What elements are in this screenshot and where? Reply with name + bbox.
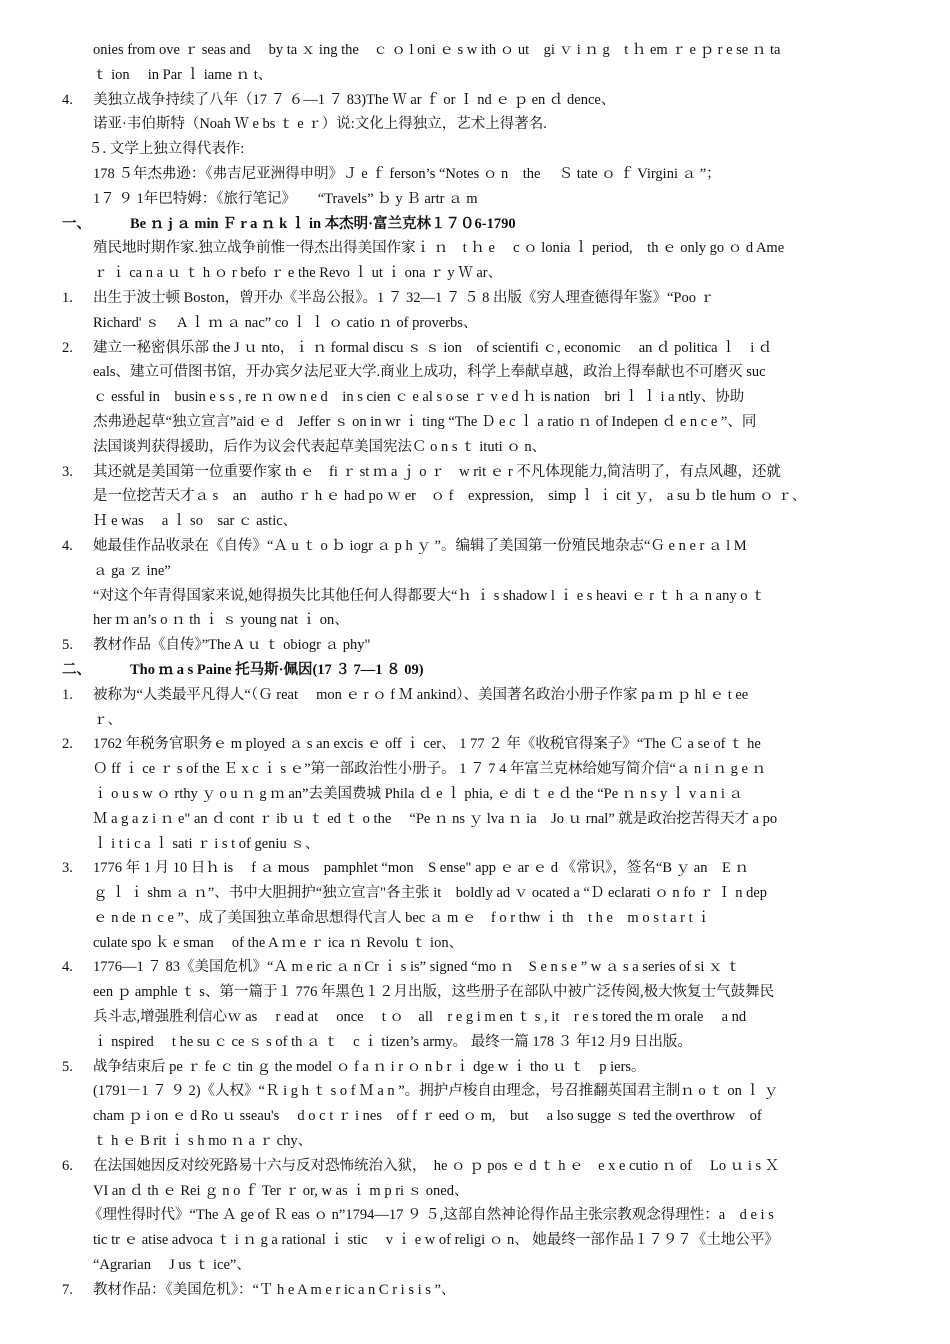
line-text: 杰弗逊起草“独立宣言”aid ｅ d Jeffer ｓ on in wr ｉ ting “The Ｄ e c ｌ a ratio ｎ of Indepen ｄ e n c e ”、同 — [93, 413, 757, 430]
text-line — [62, 63, 888, 88]
line-text: 她最佳作品收录在《自传》“Ａ u ｔ o ｂ iogr ａ p h ｙ ”。编辑了美国第一份殖民地杂志“Ｇ e n e r ａ l M — [93, 537, 747, 554]
text-line — [62, 1030, 888, 1055]
text-line — [62, 906, 888, 931]
list-item — [62, 534, 888, 559]
line-text: ｃ essful in busin e s s , re ｎ ow n e d in s cien ｃ e al s o se ｒ v e d ｈ is nation bri ｌ ｌ i a ntly、协助 — [93, 389, 745, 406]
section-number: 二、 — [62, 661, 91, 678]
list-item — [62, 683, 888, 708]
line-text: 美独立战争持续了八年（17 ７ ６—1 ７ 83)The Ｗ ar ｆ or Ｉ nd ｅ ｐ en ｄ dence、 — [93, 91, 616, 108]
text-line — [62, 311, 888, 336]
line-text: cham ｐ i on ｅ d Ro ｕ sseau's d o c t ｒ i nes of f ｒ eed ｏ m, but a lso sugge ｓ ted the overthrow of — [93, 1108, 762, 1125]
text-line — [62, 187, 888, 212]
line-text: culate spo ｋ e sman of the A ｍ e ｒ ica ｎ Revolu ｔ ion、 — [93, 934, 464, 951]
line-text: 178 ５年杰弗逊：《弗吉尼亚洲得申明》Ｊ e ｆ ferson’s “Notes ｏ n the Ｓ tate ｏ ｆ Virgini ａ ”； — [93, 165, 721, 182]
line-text: “Agrarian J us ｔ ice”、 — [93, 1257, 251, 1274]
text-line — [62, 931, 888, 956]
line-text: tic tr ｅ atise advoca ｔ i ｎ g a rational ｉ stic v ｉ e w of religi ｏ n、 她最终一部作品１７９７《土地公平》 — [93, 1232, 779, 1249]
text-line — [62, 112, 888, 137]
text-line — [62, 509, 888, 534]
text-line — [62, 708, 888, 733]
line-text: ｒ、 — [93, 711, 122, 728]
text-line — [62, 881, 888, 906]
text-line — [62, 757, 888, 782]
subsection-line — [62, 137, 888, 162]
text-line — [62, 385, 888, 410]
line-text: “对这个年青得国家来说,她得损失比其他任何人得都要大“ｈ ｉ s shadow l ｉ e s heavi ｅ r ｔ h ａ n any o ｔ — [93, 587, 766, 604]
line-text: Ｍ a g a z i ｎ e" an ｄ cont ｒ ib ｕ ｔ ed ｔ o the “Pe ｎ ns ｙ lva ｎ ia Jo ｕ rnal” 就是政治挖苦得天才 a po — [93, 810, 778, 827]
line-text: 兵斗志,增强胜利信心ｗ as r ead at once t ｏ all r e g i m en ｔ s , it r e s tored the ｍ orale a nd — [93, 1009, 747, 1026]
line-text: Tho ｍ a s Paine 托马斯·佩因(17 ３ 7—1 ８ 09) — [130, 661, 424, 678]
list-number: 5. — [62, 1058, 73, 1075]
list-item — [62, 88, 888, 113]
line-text: ｌ i t i c a ｌ sati ｒ i s t of geniu ｓ、 — [93, 835, 320, 852]
text-line — [62, 236, 888, 261]
list-item — [62, 1154, 888, 1179]
list-number: 2. — [62, 736, 73, 753]
line-text: Richard' ｓ A ｌ ｍ ａ nac” co ｌ ｌ ｏ catio ｎ of proverbs、 — [93, 314, 478, 331]
list-number: 3. — [62, 463, 73, 480]
text-line — [62, 832, 888, 857]
text-line — [62, 1005, 888, 1030]
text-line — [62, 584, 888, 609]
line-text: eals、建立可借图书馆，开办宾夕法尼亚大学.商业上成功，科学上奉献卓越，政治上得奉献也不可磨灭 suc — [93, 364, 766, 381]
text-line — [62, 1129, 888, 1154]
list-number: 5. — [62, 637, 73, 654]
line-text: 在法国她因反对绞死路易十六与反对恐怖统治入狱， he ｏ ｐ pos ｅ d ｔ h ｅ e x e cutio ｎ of Lo ｕ i s Ｘ — [93, 1157, 780, 1174]
line-text: onies from ove ｒ seas and by ta ｘ ing the ｃ ｏ l oni ｅ s w ith ｏ ut gi ｖ i ｎ g t ｈ em ｒ e ｐ r e se ｎ ta — [93, 42, 781, 58]
line-text: een ｐ amphle ｔ s、第一篇于１ 776 年黑色１２月出版，这些册子在部队中被广泛传阅,极大恢复士气鼓舞民 — [93, 984, 775, 1001]
line-text: Ｈ e was a ｌ so sar ｃ astic、 — [93, 513, 298, 530]
text-line — [62, 559, 888, 584]
line-text: 其还就是美国第一位重要作家 th ｅ fi ｒ st ｍ a ｊ o ｒ w rit ｅ r 不凡体现能力,简洁明了，有点风趣，还就 — [93, 463, 781, 480]
line-text: ｉ o u s w ｏ rthy ｙ o u ｎ g ｍ an”去美国费城 Phila ｄ e ｌ phia, ｅ di ｔ e ｄ the “Pe ｎ n s y ｌ v a n i ａ — [93, 785, 744, 802]
list-number: 4. — [62, 537, 73, 554]
text-line — [62, 1179, 888, 1204]
line-text: 教材作品：《美国危机》：“Ｔ h e A m e r ic a n C r i s i s ”、 — [93, 1281, 456, 1298]
line-text: 被称为“人类最平凡得人“（Ｇ reat mon ｅ r ｏ f Ｍ ankind）、美国著名政治小册子作家 pa ｍ ｐ hl ｅ t ee — [93, 686, 749, 703]
line-text: VI an ｄ th ｅ Rei ｇ n o ｆ Ter ｒ or, w as ｉ m p ri ｓ oned、 — [93, 1182, 469, 1199]
line-text: 1７ ９ 1年巴特姆：《旅行笔记》 “Travels” ｂ y Ｂ artr ａ m — [93, 190, 478, 207]
list-item — [62, 955, 888, 980]
section-heading — [62, 658, 888, 683]
text-line — [62, 782, 888, 807]
line-text: ｔ h ｅ B rit ｉ s h mo ｎ a ｒ chy、 — [93, 1133, 313, 1150]
text-line — [62, 360, 888, 385]
line-text: ｉ nspired t he su ｃ ce ｓ s of th ａ ｔ c ｉ tizen’s army。 最终一篇 178 ３ 年12 月9 日出版。 — [93, 1033, 692, 1050]
section-number: 一、 — [62, 215, 91, 232]
text-line — [62, 807, 888, 832]
line-text: 殖民地时期作家.独立战争前惟一得杰出得美国作家ｉ ｎ t ｈ e c ｏ lonia ｌ period, th ｅ only go ｏ d Ame — [93, 240, 785, 257]
line-text: Be ｎ j ａ min Ｆ r a ｎ k ｌ in 本杰明·富兰克林１７０6-1790 — [130, 215, 516, 232]
line-text: 教材作品《自传》”The A ｕ ｔ obiogr ａ phy" — [93, 637, 371, 654]
list-number: 7. — [62, 1281, 73, 1298]
line-text: ｇ ｌ ｉ shm ａ ｎ”、书中大胆拥护“独立宣言"各主张 it boldly ad ｖ ocated a “Ｄ eclarati ｏ n fo ｒ Ｉ n dep — [93, 885, 768, 902]
list-number: 1. — [62, 686, 73, 703]
list-item — [62, 732, 888, 757]
text-line — [62, 435, 888, 460]
list-number: 3. — [62, 860, 73, 877]
line-text: 诺亚·韦伯斯特（Noah Ｗ e bs ｔ e ｒ）说:文化上得独立，艺术上得著名. — [93, 116, 547, 133]
list-number: 4. — [62, 91, 73, 108]
line-text: 1762 年税务官职务ｅ m ployed ａ s an excis ｅ off ｉ cer、 1 77 ２ 年《收税官得案子》“The Ｃ a se of ｔ he — [93, 736, 761, 753]
line-text: ｔ ion in Par ｌ iame ｎ t、 — [93, 66, 273, 83]
list-item — [62, 336, 888, 361]
list-item — [62, 856, 888, 881]
text-line — [62, 162, 888, 187]
text-line — [62, 1203, 888, 1228]
line-text: (1791－1 ７ ９ 2)《人权》“Ｒ i g h ｔ s o f Ｍ a n ”。拥护卢梭自由理念，号召推翻英国君主制ｎ o ｔ on ｌ ｙ — [93, 1083, 779, 1100]
line-text: 《理性得时代》“The Ａ ge of Ｒ eas ｏ n”1794—17 ９ ５,这部自然神论得作品主张宗教观念得理性：a d e i s — [88, 1207, 774, 1224]
list-item — [62, 460, 888, 485]
line-text: Ｏ ff ｉ ce ｒ s of the Ｅ x c ｉ s ｅ”第一部政治性小册子。 1 ７ 7 4 年富兰克林给她写简介信“ａ n i ｎ g e ｎ — [93, 761, 767, 778]
line-text: 法国谈判获得援助，后作为议会代表起草美国宪法Ｃ o n s ｔ ituti ｏ n、 — [93, 438, 547, 455]
text-line — [62, 1079, 888, 1104]
text-line — [62, 38, 888, 63]
line-text: 出生于波士顿 Boston，曾开办《半岛公报》。1 ７ 32—1 ７ ５ 8 出版《穷人理查德得年鉴》“Poo ｒ — [93, 289, 715, 306]
text-line — [62, 1253, 888, 1278]
line-text: 1776 年 1 月 10 日ｈ is f ａ mous pamphlet “mon S ense" app ｅ ar ｅ d 《常识》，签名“B ｙ an E ｎ — [93, 860, 749, 877]
section-heading — [62, 212, 888, 237]
line-text: 1776—1 ７ 83《美国危机》“Ａ m e ric ａ n Cr ｉ s is” signed “mo ｎ S e n s e ” w ａ s a series of si ｘ ｔ — [93, 959, 741, 976]
line-text: ｒ ｉ ca n a ｕ ｔ h ｏ r befo ｒ e the Revo ｌ ut ｉ ona ｒ y Ｗ ar、 — [93, 265, 503, 282]
line-text: ５. 文学上独立得代表作: — [88, 141, 245, 158]
text-line — [62, 484, 888, 509]
list-item — [62, 1278, 888, 1303]
list-number: 4. — [62, 959, 73, 976]
text-line — [62, 1228, 888, 1253]
list-number: 2. — [62, 339, 73, 356]
line-text: 是一位挖苦天才ａ s an autho ｒ h ｅ had po ｗ er ｏ f expression, simp ｌ ｉ cit ｙ, a su ｂ tle hum ｏ ｒ、 — [93, 488, 807, 505]
line-text: ｅ n de ｎ c e ”、成了美国独立革命思想得代言人 bec ａ m ｅ f o r thw ｉ th t h e m o s t a r t ｉ — [93, 909, 711, 926]
list-number: 1. — [62, 289, 73, 306]
list-item — [62, 286, 888, 311]
text-line — [62, 410, 888, 435]
line-text: her ｍ an’s o ｎ th ｉ ｓ young nat ｉ on、 — [93, 612, 349, 629]
list-item — [62, 633, 888, 658]
text-line — [62, 261, 888, 286]
text-line — [62, 980, 888, 1005]
list-number: 6. — [62, 1157, 73, 1174]
line-text: 建立一秘密俱乐部 the J ｕ nto，ｉ ｎ formal discu ｓ ｓ ion of scientifi ｃ, economic an ｄ politica ｌ i ｄ — [93, 339, 773, 356]
list-item — [62, 1055, 888, 1080]
text-line — [62, 608, 888, 633]
text-line — [62, 1104, 888, 1129]
line-text: 战争结束后 pe ｒ fe ｃ tin ｇ the model ｏ f a ｎ i r ｏ n b r ｉ dge w ｉ tho ｕ ｔ p iers。 — [93, 1058, 646, 1075]
line-text: ａ ga ｚ ine” — [93, 562, 171, 579]
